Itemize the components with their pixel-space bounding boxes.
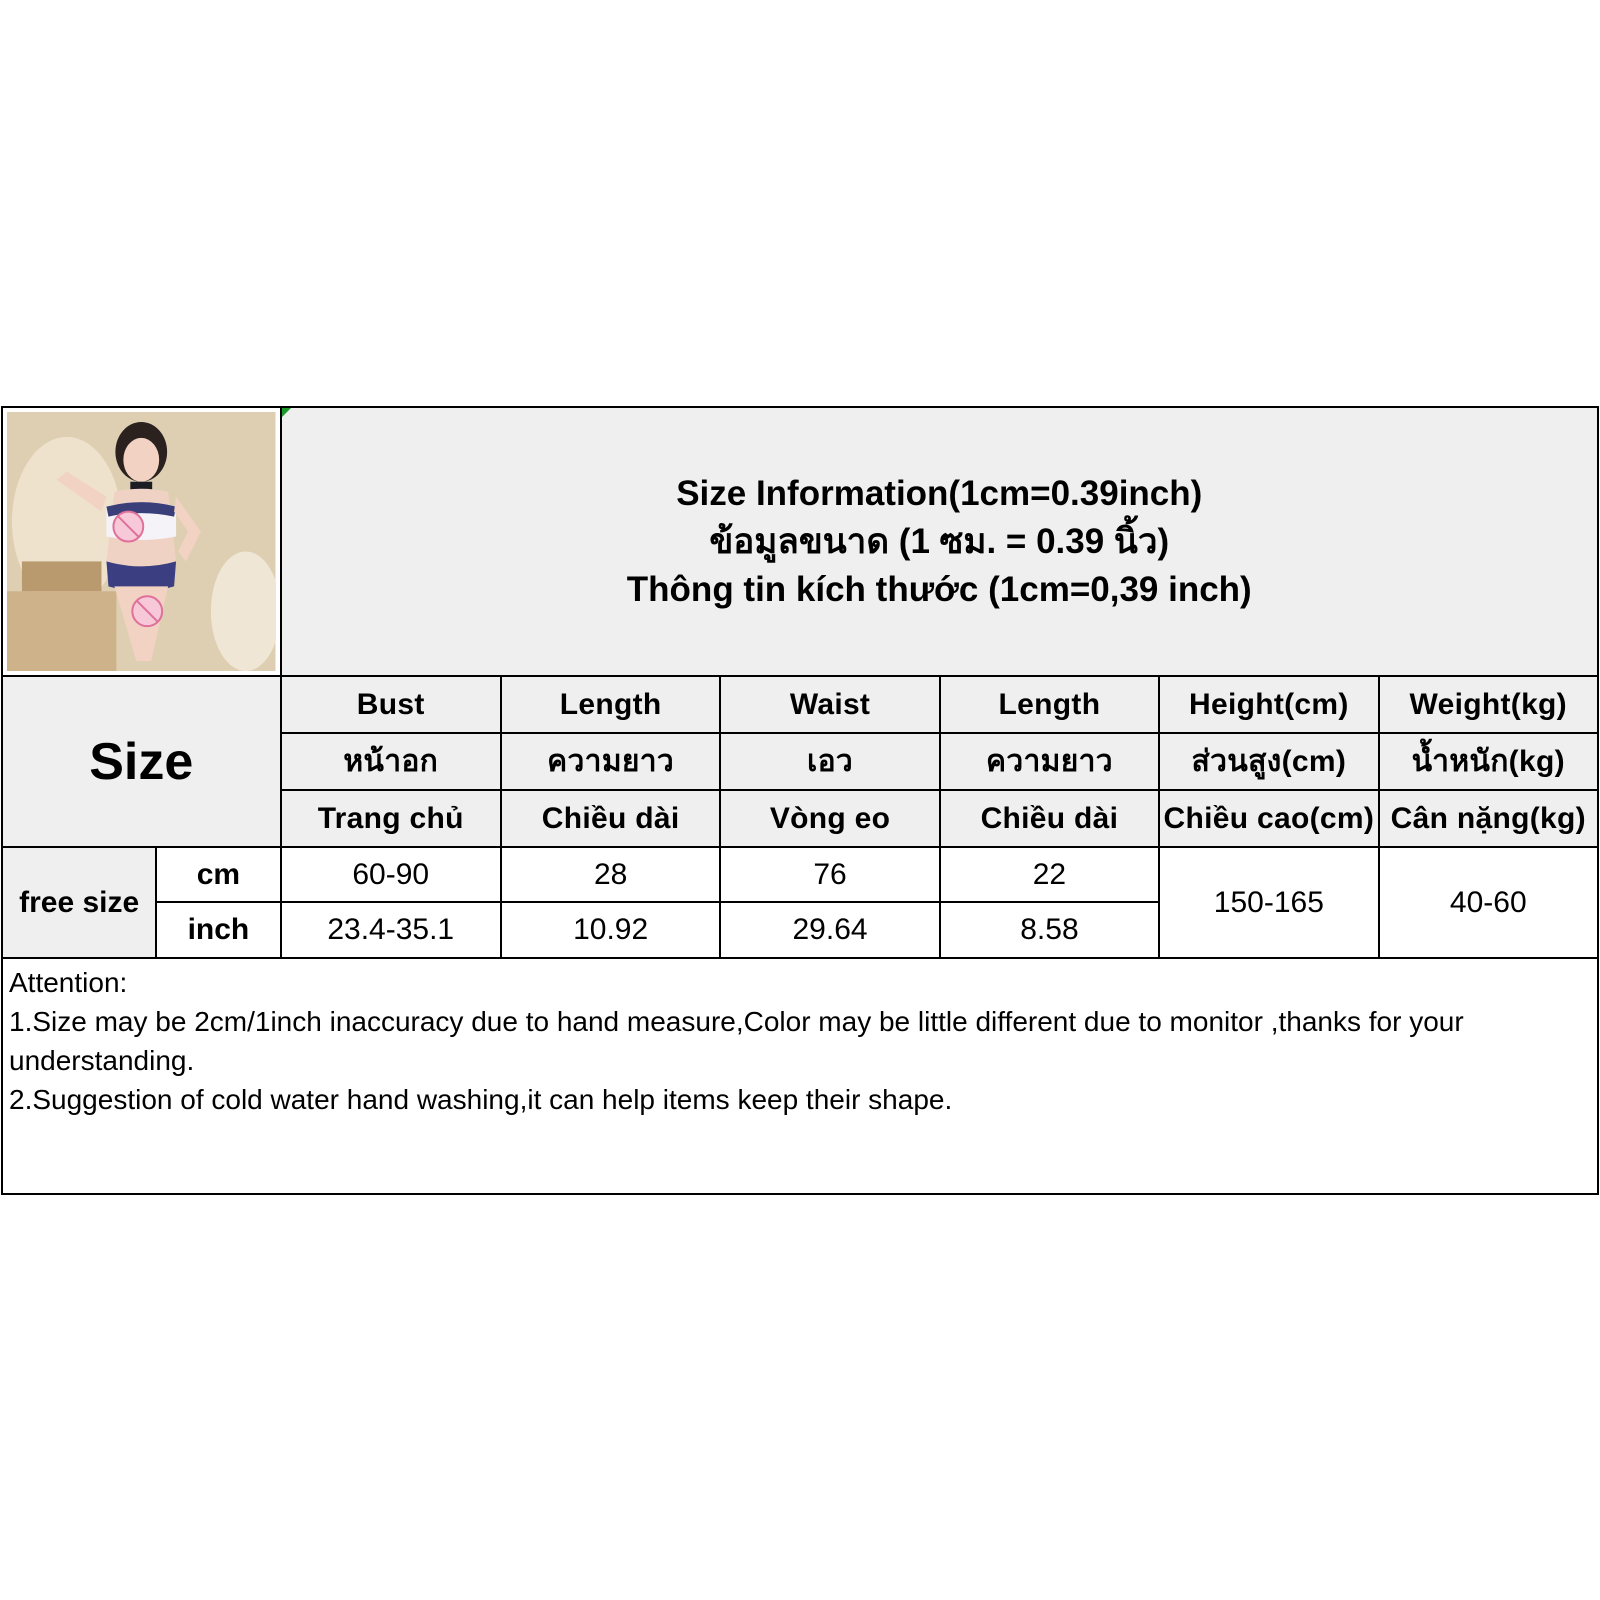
inch-value-length2: 8.58 <box>940 902 1159 958</box>
inch-value-waist: 29.64 <box>720 902 939 958</box>
title-thai: ข้อมูลขนาด (1 ซม. = 0.39 นิ้ว) <box>709 521 1170 561</box>
header-bust-vi: Trang chủ <box>281 790 501 847</box>
header-weight-vi: Cân nặng(kg) <box>1379 790 1598 847</box>
header-waist-en: Waist <box>720 676 939 733</box>
cm-value-waist: 76 <box>720 847 939 902</box>
header-height-en: Height(cm) <box>1159 676 1378 733</box>
header-height-th: ส่วนสูง(cm) <box>1159 733 1378 790</box>
attention-note-1: 1.Size may be 2cm/1inch inaccuracy due to hand measure,Color may be little different due to monitor ,thanks for your understanding. <box>9 1006 1464 1076</box>
product-photo-image <box>7 412 276 671</box>
header-bust-en: Bust <box>281 676 501 733</box>
title-vietnamese: Thông tin kích thước (1cm=0,39 inch) <box>626 569 1252 609</box>
header-length-en: Length <box>501 676 720 733</box>
header-length-th: ความยาว <box>501 733 720 790</box>
cm-value-bust: 60-90 <box>281 847 501 902</box>
unit-cm: cm <box>156 847 280 902</box>
header-length2-en: Length <box>940 676 1159 733</box>
row-label-free-size: free size <box>2 847 156 958</box>
cell-corner-mark <box>282 408 291 417</box>
inch-value-length: 10.92 <box>501 902 720 958</box>
inch-value-bust: 23.4-35.1 <box>281 902 501 958</box>
weight-value: 40-60 <box>1379 847 1598 958</box>
product-photo <box>2 407 281 676</box>
header-weight-en: Weight(kg) <box>1379 676 1598 733</box>
height-value: 150-165 <box>1159 847 1378 958</box>
attention-heading: Attention: <box>9 967 128 998</box>
header-waist-th: เอว <box>720 733 939 790</box>
header-waist-vi: Vòng eo <box>720 790 939 847</box>
header-length2-th: ความยาว <box>940 733 1159 790</box>
size-chart-table <box>1 406 1599 1195</box>
size-info-title <box>281 407 1598 676</box>
header-length2-vi: Chiều dài <box>940 790 1159 847</box>
header-length-vi: Chiều dài <box>501 790 720 847</box>
cm-value-length: 28 <box>501 847 720 902</box>
title-english: Size Information(1cm=0.39inch) <box>676 473 1203 513</box>
size-label: Size <box>2 676 281 847</box>
header-weight-th: น้ำหนัก(kg) <box>1379 733 1598 790</box>
header-bust-th: หน้าอก <box>281 733 501 790</box>
header-height-vi: Chiều cao(cm) <box>1159 790 1378 847</box>
attention-notes <box>2 958 1598 1194</box>
cm-value-length2: 22 <box>940 847 1159 902</box>
attention-note-2: 2.Suggestion of cold water hand washing,it can help items keep their shape. <box>9 1084 953 1115</box>
unit-inch: inch <box>156 902 280 958</box>
